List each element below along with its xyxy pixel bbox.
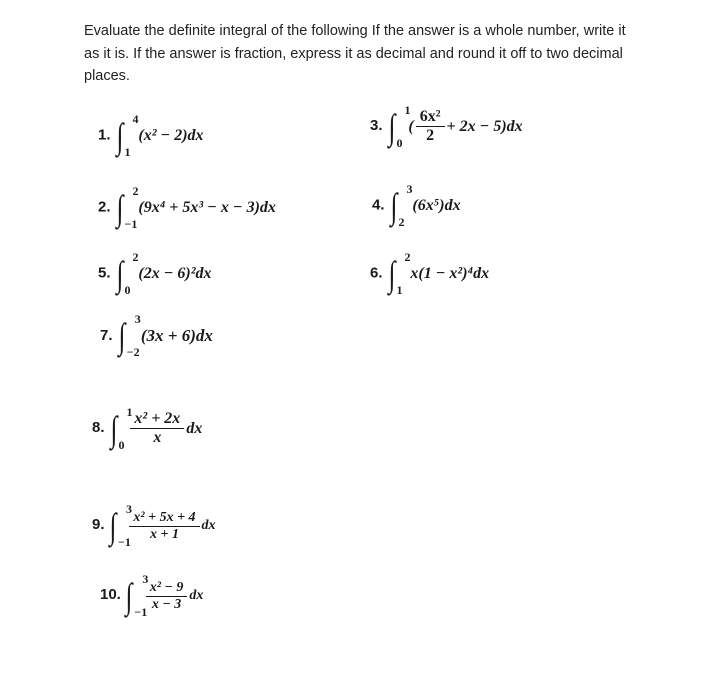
integrand: x(1 − x²)⁴dx <box>410 265 490 282</box>
problem-5 <box>98 250 212 297</box>
fraction <box>130 410 184 447</box>
problem-number: 10. <box>100 586 121 604</box>
upper-limit: 3 <box>142 572 149 586</box>
problem-number: 1. <box>98 126 111 144</box>
upper-limit: 2 <box>404 250 411 264</box>
upper-limit: 2 <box>132 250 139 264</box>
problem-3 <box>370 102 523 150</box>
problem-10 <box>100 572 204 619</box>
fraction <box>129 510 199 543</box>
integral-sign: ∫ 3 −1 <box>125 572 149 619</box>
problem-1 <box>98 112 204 159</box>
upper-limit: 3 <box>134 312 141 326</box>
instructions-text: Evaluate the definite integral of the following If the answer is a whole number, write it as it is. If the answer is fraction, express it as decimal and round it off to two decimal places. <box>84 23 626 84</box>
problem-7 <box>100 312 213 359</box>
integral-sign: ∫ 1 0 <box>109 404 133 452</box>
differential: dx <box>201 518 216 533</box>
problem-2 <box>98 184 276 231</box>
numerator: x² + 5x + 4 <box>129 510 199 527</box>
fraction <box>416 108 445 145</box>
integrand: (6x⁵)dx <box>412 197 461 214</box>
integral-sign: ∫ 2 0 <box>115 250 139 297</box>
lower-limit: 1 <box>396 283 403 297</box>
integral-sign: ∫ 3 2 <box>389 182 413 229</box>
upper-limit: 1 <box>404 102 411 117</box>
differential: dx <box>186 419 203 437</box>
numerator: x² + 2x <box>130 410 184 429</box>
integral-sign: ∫ 4 1 <box>115 112 139 159</box>
upper-limit: 1 <box>126 404 133 419</box>
integral-sign: ∫ 2 1 <box>387 250 411 297</box>
lower-limit: 0 <box>124 283 131 297</box>
integrand: (x² − 2)dx <box>138 127 204 144</box>
lower-limit: 0 <box>396 135 403 150</box>
fraction <box>146 580 188 613</box>
integral-sign: ∫ 1 0 <box>387 102 411 150</box>
denominator: 2 <box>426 127 435 144</box>
integrand: (9x⁴ + 5x³ − x − 3)dx <box>138 199 276 216</box>
problem-number: 7. <box>100 326 113 344</box>
problem-8 <box>92 404 203 452</box>
lower-limit: −1 <box>124 217 138 231</box>
lower-limit: −2 <box>126 345 140 359</box>
integrand-rest: + 2x − 5)dx <box>446 117 523 135</box>
upper-limit: 4 <box>132 112 139 126</box>
upper-limit: 3 <box>406 182 413 196</box>
lower-limit: 1 <box>124 145 131 159</box>
integral-sign: ∫ 3 −1 <box>109 502 133 549</box>
problem-6 <box>370 250 490 297</box>
problem-number: 9. <box>92 516 105 534</box>
integrand-open-paren: ( <box>408 117 414 135</box>
problem-number: 3. <box>370 117 383 135</box>
problem-number: 6. <box>370 264 383 282</box>
denominator: x − 3 <box>151 596 182 612</box>
integrand: (3x + 6)dx <box>140 326 213 345</box>
upper-limit: 3 <box>126 502 133 516</box>
differential: dx <box>189 588 204 603</box>
problem-4 <box>372 182 461 229</box>
problem-number: 5. <box>98 264 111 282</box>
problem-number: 4. <box>372 196 385 214</box>
integrand: (2x − 6)²dx <box>138 265 212 282</box>
upper-limit: 2 <box>132 184 139 198</box>
lower-limit: −1 <box>134 605 148 619</box>
denominator: x <box>153 429 162 446</box>
problem-number: 2. <box>98 198 111 216</box>
numerator: x² − 9 <box>146 580 188 597</box>
integral-sign: ∫ 3 −2 <box>118 312 141 359</box>
lower-limit: 2 <box>398 215 405 229</box>
lower-limit: 0 <box>118 437 125 452</box>
denominator: x + 1 <box>149 526 179 542</box>
problem-9 <box>92 502 216 549</box>
integral-sign: ∫ 2 −1 <box>115 184 139 231</box>
numerator: 6x² <box>416 108 445 127</box>
lower-limit: −1 <box>118 535 131 549</box>
problem-number: 8. <box>92 419 105 437</box>
